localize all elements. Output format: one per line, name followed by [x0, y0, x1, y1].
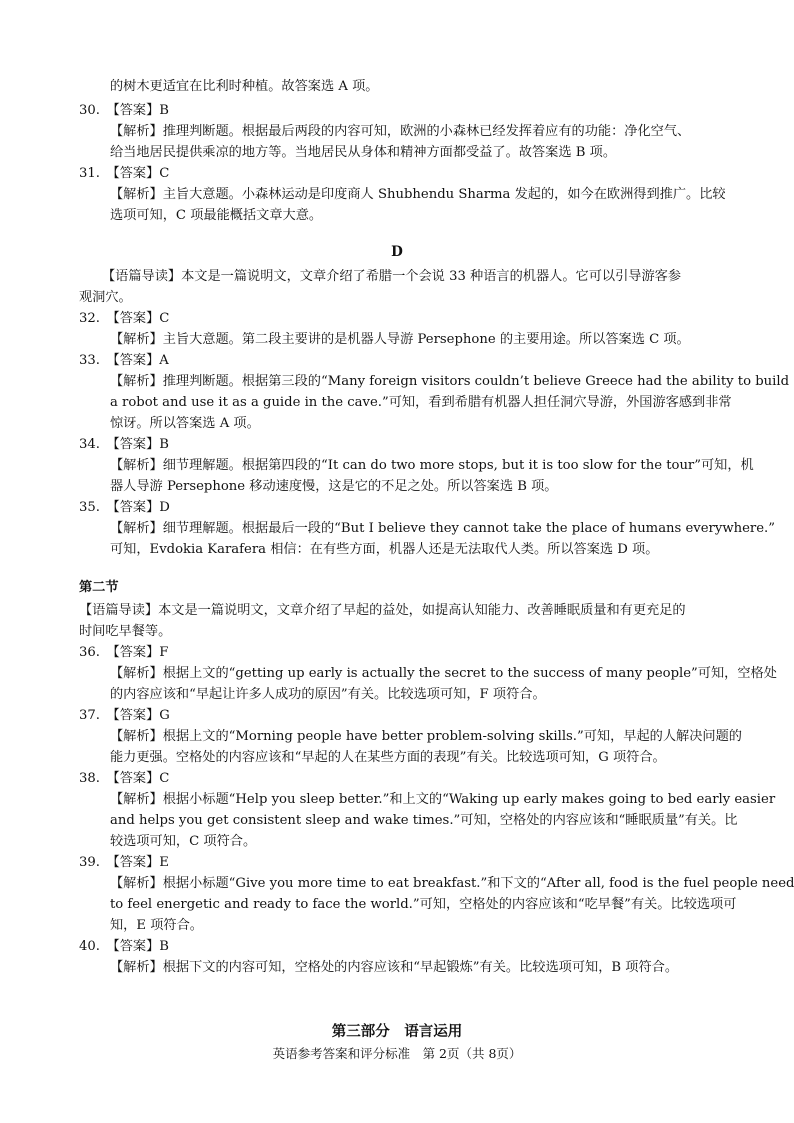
text-line: 【解析】细节理解题。根据第四段的“It can do two more stops, but it is too slow for the tour”可知，机 [110, 458, 754, 473]
text-line: 观洞穴。 [79, 290, 132, 305]
text-line: 器人导游 Persephone 移动速度慢，这是它的不足之处。所以答案选 B 项。 [110, 479, 558, 494]
text-line: 选项可知，C 项最能概括文章大意。 [110, 208, 323, 223]
text-line: 33. 【答案】A [79, 353, 169, 368]
text-line: 【解析】主旨大意题。小森林运动是印度商人 Shubhendu Sharma 发起的，如今在欧洲得到推广。比较 [110, 187, 726, 202]
text-line: and helps you get consistent sleep and wake times.”可知，空格处的内容应该和“睡眠质量”有关。比 [110, 813, 738, 828]
text-line: 32. 【答案】C [79, 311, 170, 326]
text-line: 较选项可知，C 项符合。 [110, 834, 257, 849]
text-line: 30. 【答案】B [79, 103, 170, 118]
text-line: 【解析】推理判断题。根据第三段的“Many foreign visitors couldn’t believe Greece had the ability to build [110, 374, 790, 389]
text-line: 【解析】根据下文的内容可知，空格处的内容应该和“早起锻炼”有关。比较选项可知，B 项符合。 [110, 960, 679, 975]
part-three-title: 第三部分 语言运用 [331, 1023, 463, 1040]
text-line: 【解析】主旨大意题。第二段主要讲的是机器人导游 Persephone 的主要用途。所以答案选 C 项。 [110, 332, 690, 347]
text-line: 的树木更适宜在比利时种植。故答案选 A 项。 [110, 79, 379, 94]
text-line: 【解析】根据小标题“Give you more time to eat breakfast.”和下文的“After all, food is the fuel people need [110, 876, 794, 891]
text-line: 【解析】根据上文的“getting up early is actually the secret to the success of many people”可知，空格处 [110, 666, 777, 681]
text-line: 35. 【答案】D [79, 500, 170, 515]
text-line: 知，E 项符合。 [110, 918, 203, 933]
text-line: to feel energetic and ready to face the world.”可知，空格处的内容应该和“吃早餐”有关。比较选项可 [110, 897, 737, 912]
text-line: 39. 【答案】E [79, 855, 169, 870]
text-line: 38. 【答案】C [79, 771, 170, 786]
text-line: a robot and use it as a guide in the cave.”可知，看到希腊有机器人担任洞穴导游，外国游客感到非常 [110, 395, 732, 410]
text-line: 惊讶。所以答案选 A 项。 [110, 416, 260, 431]
text-line: 34. 【答案】B [79, 437, 170, 452]
page-footer: 英语参考答案和评分标准 第 2页（共 8页） [272, 1046, 522, 1061]
text-line: 【解析】推理判断题。根据最后两段的内容可知，欧洲的小森林已经发挥着应有的功能：净化空气、 [110, 124, 691, 139]
section-two-heading: 第二节 [79, 580, 119, 595]
text-line: 40. 【答案】B [79, 939, 170, 954]
text-line: 【语篇导读】本文是一篇说明文，文章介绍了早起的益处，如提高认知能力、改善睡眠质量和有更充足的 [79, 603, 686, 618]
text-line: 【解析】根据小标题“Help you sleep better.”和上文的“Waking up early makes going to bed early easier [110, 792, 776, 807]
text-line: 【解析】根据上文的“Morning people have better problem-solving skills.”可知，早起的人解决问题的 [110, 729, 742, 744]
text-line: 37. 【答案】G [79, 708, 170, 723]
text-line: 能力更强。空格处的内容应该和“早起的人在某些方面的表现”有关。比较选项可知，G 项符合。 [110, 750, 666, 765]
text-line: 【语篇导读】本文是一篇说明文，文章介绍了希腊一个会说 33 种语言的机器人。它可以引导游客参 [102, 269, 682, 284]
text-line: 的内容应该和“早起让许多人成功的原因”有关。比较选项可知，F 项符合。 [110, 687, 546, 702]
text-line: 时间吃早餐等。 [79, 624, 172, 639]
text-line: 36. 【答案】F [79, 645, 169, 660]
text-line: 给当地居民提供乘凉的地方等。当地居民从身体和精神方面都受益了。故答案选 B 项。 [110, 145, 617, 160]
text-line: 【解析】细节理解题。根据最后一段的“But I believe they cannot take the place of humans everywhere.” [110, 521, 775, 536]
text-line: 31. 【答案】C [79, 166, 170, 181]
text-line: 可知，Evdokia Karafera 相信：在有些方面，机器人还是无法取代人类。所以答案选 D 项。 [110, 542, 659, 557]
section-d-heading: D [391, 244, 403, 260]
